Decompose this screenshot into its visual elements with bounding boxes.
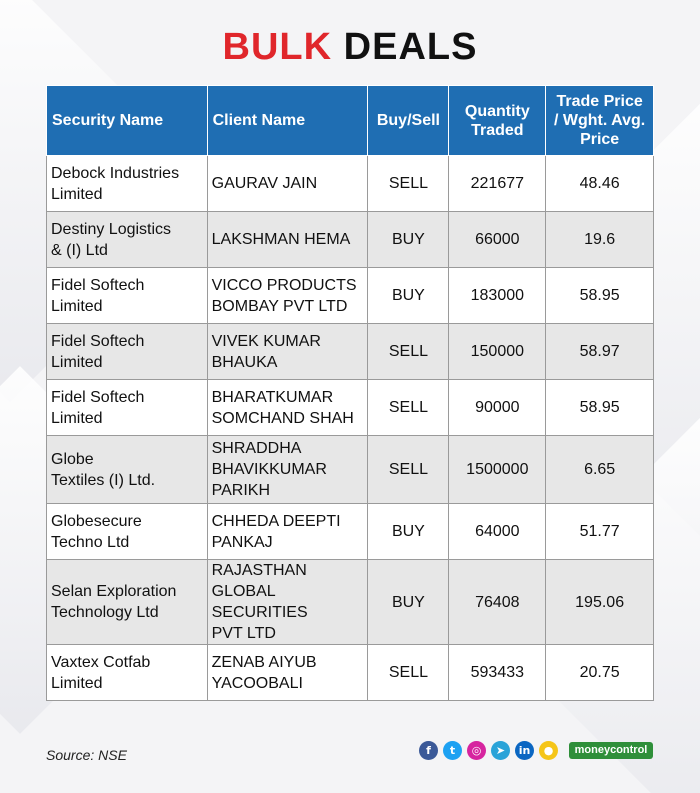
cell-client-name-line: LAKSHMAN HEMA xyxy=(211,231,351,248)
cell-security-name-line: Vaxtex Cotfab xyxy=(51,653,151,671)
cell-client-name-line: SHRADDHA xyxy=(211,440,302,457)
cell-security-name-line: Globe xyxy=(51,450,94,468)
cell-price: 51.77 xyxy=(546,504,654,560)
cell-quantity: 593433 xyxy=(449,645,546,701)
cell-client-name-line: BOMBAY PVT LTD xyxy=(211,297,348,315)
table-row xyxy=(47,324,654,380)
cell-security-name-line: Technology Ltd xyxy=(51,604,159,621)
cell-security-name xyxy=(47,645,208,701)
cell-client-name xyxy=(207,560,368,645)
cell-client-name-line: ZENAB AIYUB xyxy=(211,653,317,671)
cell-price: 20.75 xyxy=(546,645,654,701)
cell-security-name xyxy=(47,436,208,504)
table-body xyxy=(47,156,654,701)
header-trade-price xyxy=(546,86,654,156)
header-quantity-line: Quantity xyxy=(464,102,530,120)
cell-price: 19.6 xyxy=(546,212,654,268)
cell-client-name-line: PANKAJ xyxy=(211,533,273,551)
twitter-icon[interactable]: t xyxy=(443,741,462,760)
header-quantity-line: Traded xyxy=(471,121,524,139)
cell-client-name xyxy=(207,324,368,380)
cell-price: 58.97 xyxy=(546,324,654,380)
cell-price: 195.06 xyxy=(546,560,654,645)
header-price-line: / Wght. Avg. xyxy=(554,112,646,129)
cell-quantity: 76408 xyxy=(449,560,546,645)
table-row xyxy=(47,504,654,560)
cell-security-name-line: Debock Industries xyxy=(51,164,180,182)
cell-quantity: 90000 xyxy=(449,380,546,436)
cell-buy-sell: SELL xyxy=(368,436,449,504)
bulk-deals-table xyxy=(46,85,654,701)
moneycontrol-logo: moneycontrol xyxy=(569,742,653,759)
cell-client-name xyxy=(207,156,368,212)
cell-quantity: 150000 xyxy=(449,324,546,380)
title-deals: DEALS xyxy=(343,26,478,68)
table-row xyxy=(47,380,654,436)
cell-buy-sell: SELL xyxy=(368,156,449,212)
cell-security-name-line: Limited xyxy=(51,409,103,427)
header-buy-sell: Buy/Sell xyxy=(368,86,449,156)
table-header-row xyxy=(47,86,654,156)
header-client-name: Client Name xyxy=(207,86,368,156)
table-row xyxy=(47,212,654,268)
cell-security-name-line: Limited xyxy=(51,297,103,315)
table-row xyxy=(47,156,654,212)
cell-buy-sell: BUY xyxy=(368,560,449,645)
cell-security-name-line: & (I) Ltd xyxy=(51,241,108,259)
cell-security-name-line: Selan Exploration xyxy=(51,583,177,600)
table-row xyxy=(47,560,654,645)
cell-client-name-line: BHARATKUMAR xyxy=(211,388,334,406)
cell-price: 6.65 xyxy=(546,436,654,504)
cell-security-name-line: Limited xyxy=(51,185,103,203)
page-title xyxy=(0,26,700,69)
koo-icon[interactable]: ● xyxy=(539,741,558,760)
cell-security-name-line: Fidel Softech xyxy=(51,276,145,294)
cell-quantity: 183000 xyxy=(449,268,546,324)
cell-price: 58.95 xyxy=(546,380,654,436)
cell-quantity: 221677 xyxy=(449,156,546,212)
cell-buy-sell: SELL xyxy=(368,380,449,436)
cell-security-name xyxy=(47,156,208,212)
cell-client-name xyxy=(207,212,368,268)
cell-buy-sell: BUY xyxy=(368,504,449,560)
cell-client-name-line: RAJASTHAN xyxy=(211,562,307,579)
table-row xyxy=(47,645,654,701)
cell-security-name xyxy=(47,380,208,436)
cell-price: 48.46 xyxy=(546,156,654,212)
cell-client-name-line: VIVEK KUMAR xyxy=(211,332,321,350)
social-icons xyxy=(419,741,558,760)
table-row xyxy=(47,436,654,504)
cell-client-name-line: BHAUKA xyxy=(211,353,278,371)
cell-security-name-line: Limited xyxy=(51,353,103,371)
instagram-icon[interactable]: ◎ xyxy=(467,741,486,760)
cell-client-name xyxy=(207,436,368,504)
cell-security-name xyxy=(47,268,208,324)
header-quantity-traded xyxy=(449,86,546,156)
cell-buy-sell: SELL xyxy=(368,324,449,380)
cell-security-name xyxy=(47,504,208,560)
header-price-line: Trade Price xyxy=(556,93,643,110)
cell-security-name-line: Limited xyxy=(51,674,103,692)
cell-client-name-line: BHAVIKKUMAR xyxy=(211,461,327,478)
cell-client-name xyxy=(207,268,368,324)
cell-quantity: 64000 xyxy=(449,504,546,560)
cell-quantity: 1500000 xyxy=(449,436,546,504)
cell-client-name-line: GLOBAL SECURITIES xyxy=(211,583,308,621)
source-note: Source: NSE xyxy=(46,747,127,763)
cell-security-name-line: Fidel Softech xyxy=(51,388,145,406)
cell-security-name-line: Destiny Logistics xyxy=(51,220,172,238)
cell-buy-sell: BUY xyxy=(368,212,449,268)
header-security-name: Security Name xyxy=(47,86,208,156)
telegram-icon[interactable]: ➤ xyxy=(491,741,510,760)
cell-security-name-line: Textiles (I) Ltd. xyxy=(51,471,156,489)
cell-quantity: 66000 xyxy=(449,212,546,268)
cell-security-name xyxy=(47,212,208,268)
cell-client-name-line: GAURAV JAIN xyxy=(211,175,318,192)
cell-security-name xyxy=(47,324,208,380)
cell-client-name xyxy=(207,645,368,701)
cell-security-name xyxy=(47,560,208,645)
cell-client-name-line: PARIKH xyxy=(211,482,271,499)
cell-client-name-line: YACOOBALI xyxy=(211,674,303,692)
cell-client-name-line: CHHEDA DEEPTI xyxy=(211,512,341,530)
header-price-line: Price xyxy=(580,131,620,148)
cell-security-name-line: Techno Ltd xyxy=(51,533,130,551)
cell-client-name-line: PVT LTD xyxy=(211,625,276,642)
cell-price: 58.95 xyxy=(546,268,654,324)
cell-buy-sell: BUY xyxy=(368,268,449,324)
table-row xyxy=(47,268,654,324)
cell-client-name-line: VICCO PRODUCTS xyxy=(211,276,357,294)
cell-client-name xyxy=(207,380,368,436)
title-bulk: BULK xyxy=(222,26,333,68)
linkedin-icon[interactable]: in xyxy=(515,741,534,760)
facebook-icon[interactable]: f xyxy=(419,741,438,760)
cell-security-name-line: Globesecure xyxy=(51,512,142,530)
cell-security-name-line: Fidel Softech xyxy=(51,332,145,350)
cell-client-name-line: SOMCHAND SHAH xyxy=(211,409,354,427)
cell-buy-sell: SELL xyxy=(368,645,449,701)
cell-client-name xyxy=(207,504,368,560)
